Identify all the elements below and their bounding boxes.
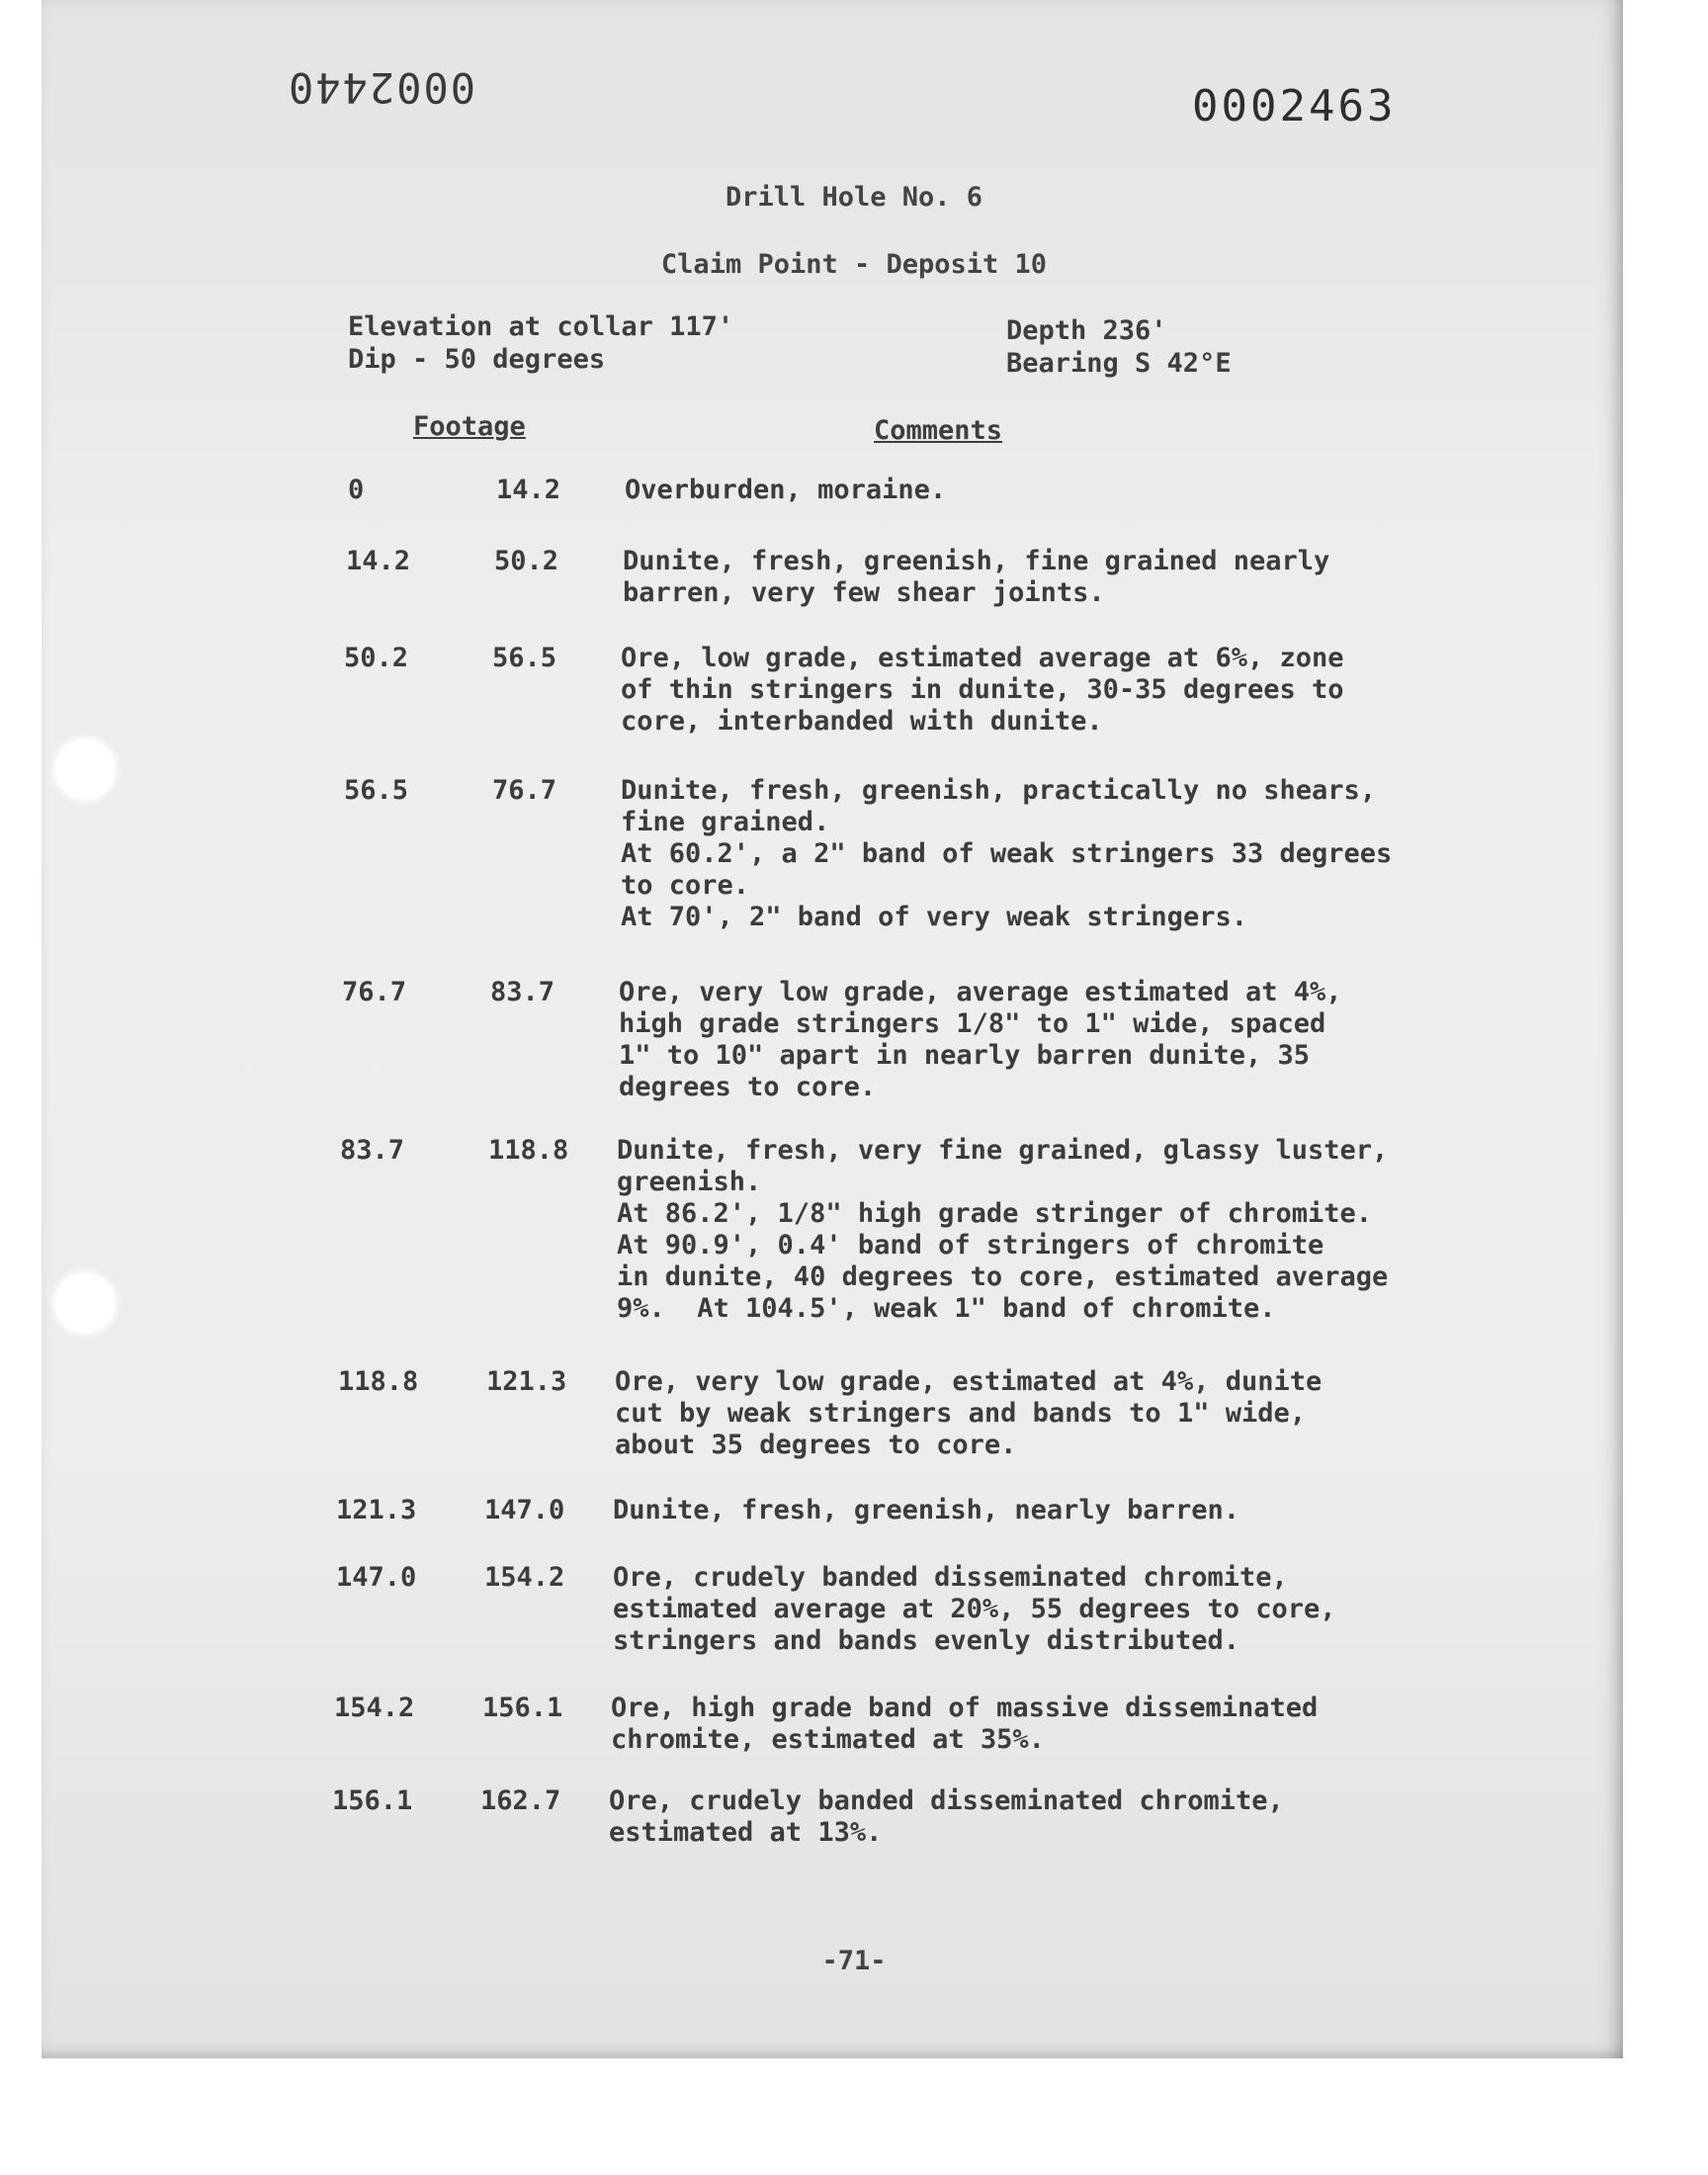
comment-line: Dunite, fresh, greenish, practically no shears,: [621, 775, 1377, 806]
comment-line: stringers and bands evenly distributed.: [613, 1625, 1239, 1656]
comment-text: [619, 977, 1429, 1103]
depth-text: Depth 236': [1006, 315, 1167, 346]
comment-text: [615, 1366, 1425, 1461]
comment-line: Ore, very low grade, average estimated at 4%,: [619, 977, 1342, 1007]
footage-to: 156.1: [482, 1693, 563, 1723]
log-row: [336, 1562, 1443, 1657]
comment-text: [621, 643, 1431, 738]
bearing-text: Bearing S 42°E: [1006, 348, 1232, 379]
footage-from: 156.1: [332, 1785, 413, 1816]
comment-line: Ore, low grade, estimated average at 6%, zone: [621, 643, 1344, 673]
footage-to: 56.5: [492, 643, 557, 673]
comment-line: to core.: [621, 870, 750, 901]
comment-line: Ore, crudely banded disseminated chromite,: [613, 1562, 1288, 1593]
comment-text: [621, 775, 1431, 933]
footage-to: 154.2: [484, 1562, 565, 1593]
dip-text: Dip - 50 degrees: [348, 344, 606, 375]
footage-to: 147.0: [484, 1495, 565, 1525]
comment-line: 1" to 10" apart in nearly barren dunite, 35: [619, 1040, 1310, 1071]
comment-line: about 35 degrees to core.: [615, 1430, 1017, 1460]
comment-text: [609, 1785, 1419, 1849]
footage-to: 162.7: [480, 1785, 561, 1816]
comment-line: At 70', 2" band of very weak stringers.: [621, 902, 1247, 932]
comment-text: [613, 1495, 1423, 1526]
comment-line: chromite, estimated at 35%.: [611, 1724, 1045, 1755]
comments-column-header: Comments: [874, 415, 1003, 446]
log-row: [342, 977, 1449, 1103]
footage-to: 83.7: [490, 977, 555, 1007]
comment-line: At 90.9', 0.4' band of stringers of chromite: [617, 1230, 1324, 1261]
log-row: [346, 546, 1453, 609]
comment-line: estimated at 13%.: [609, 1817, 883, 1848]
comment-line: Overburden, moraine.: [625, 475, 947, 505]
stamp-number-left: 0002440: [287, 63, 476, 112]
comment-line: cut by weak stringers and bands to 1" wide,: [615, 1398, 1306, 1429]
page-number: -71-: [821, 1946, 887, 1976]
comment-text: [623, 546, 1433, 609]
log-row: [338, 1366, 1445, 1461]
comment-line: barren, very few shear joints.: [623, 577, 1105, 608]
comment-line: degrees to core.: [619, 1072, 877, 1102]
comment-line: in dunite, 40 degrees to core, estimated average: [617, 1262, 1389, 1292]
log-row: [332, 1785, 1439, 1849]
footage-from: 154.2: [334, 1693, 415, 1723]
footage-to: 14.2: [496, 475, 561, 505]
document-title: Drill Hole No. 6: [725, 182, 983, 213]
footage-from: 56.5: [344, 775, 409, 806]
comment-line: core, interbanded with dunite.: [621, 706, 1103, 737]
comment-line: Dunite, fresh, greenish, nearly barren.: [613, 1495, 1239, 1525]
comment-line: Ore, high grade band of massive disseminated: [611, 1693, 1319, 1723]
comment-line: At 60.2', a 2" band of weak stringers 33 degrees: [621, 838, 1393, 869]
log-row: [336, 1495, 1443, 1526]
log-row: [344, 643, 1451, 738]
document-subtitle: Claim Point - Deposit 10: [660, 249, 1048, 280]
stamp-number-right: 0002463: [1192, 81, 1397, 131]
comment-line: Ore, very low grade, estimated at 4%, dunite: [615, 1366, 1323, 1397]
comment-line: Ore, crudely banded disseminated chromite,: [609, 1785, 1284, 1816]
footage-to: 121.3: [486, 1366, 567, 1397]
log-row: [344, 775, 1451, 933]
elevation-text: Elevation at collar 117': [348, 311, 734, 342]
footage-from: 50.2: [344, 643, 409, 673]
comment-line: estimated average at 20%, 55 degrees to core,: [613, 1594, 1336, 1624]
footage-to: 118.8: [488, 1135, 569, 1166]
footage-from: 14.2: [346, 546, 411, 576]
comment-line: At 86.2', 1/8" high grade stringer of chromite.: [617, 1198, 1373, 1229]
footage-from: 118.8: [338, 1366, 419, 1397]
comment-line: Dunite, fresh, very fine grained, glassy luster,: [617, 1135, 1389, 1166]
comment-text: [613, 1562, 1423, 1657]
punch-hole: [55, 1273, 115, 1333]
log-row: [334, 1693, 1441, 1756]
footage-to: 50.2: [494, 546, 559, 576]
footage-from: 121.3: [336, 1495, 417, 1525]
comment-line: 9%. At 104.5', weak 1" band of chromite.: [617, 1293, 1276, 1324]
comment-line: of thin stringers in dunite, 30-35 degrees to: [621, 674, 1344, 705]
comment-line: fine grained.: [621, 807, 830, 837]
log-row: [348, 475, 1455, 506]
footage-column-header: Footage: [413, 411, 526, 442]
footage-from: 76.7: [342, 977, 407, 1007]
comment-text: [617, 1135, 1427, 1325]
punch-hole: [55, 740, 115, 799]
log-row: [340, 1135, 1447, 1325]
footage-from: 83.7: [340, 1135, 405, 1166]
comment-line: Dunite, fresh, greenish, fine grained nearly: [623, 546, 1330, 576]
footage-from: 0: [348, 475, 365, 505]
comment-line: high grade stringers 1/8" to 1" wide, spaced: [619, 1008, 1326, 1039]
comment-line: greenish.: [617, 1167, 762, 1197]
comment-text: [625, 475, 1435, 506]
footage-to: 76.7: [492, 775, 557, 806]
comment-text: [611, 1693, 1421, 1756]
footage-from: 147.0: [336, 1562, 417, 1593]
